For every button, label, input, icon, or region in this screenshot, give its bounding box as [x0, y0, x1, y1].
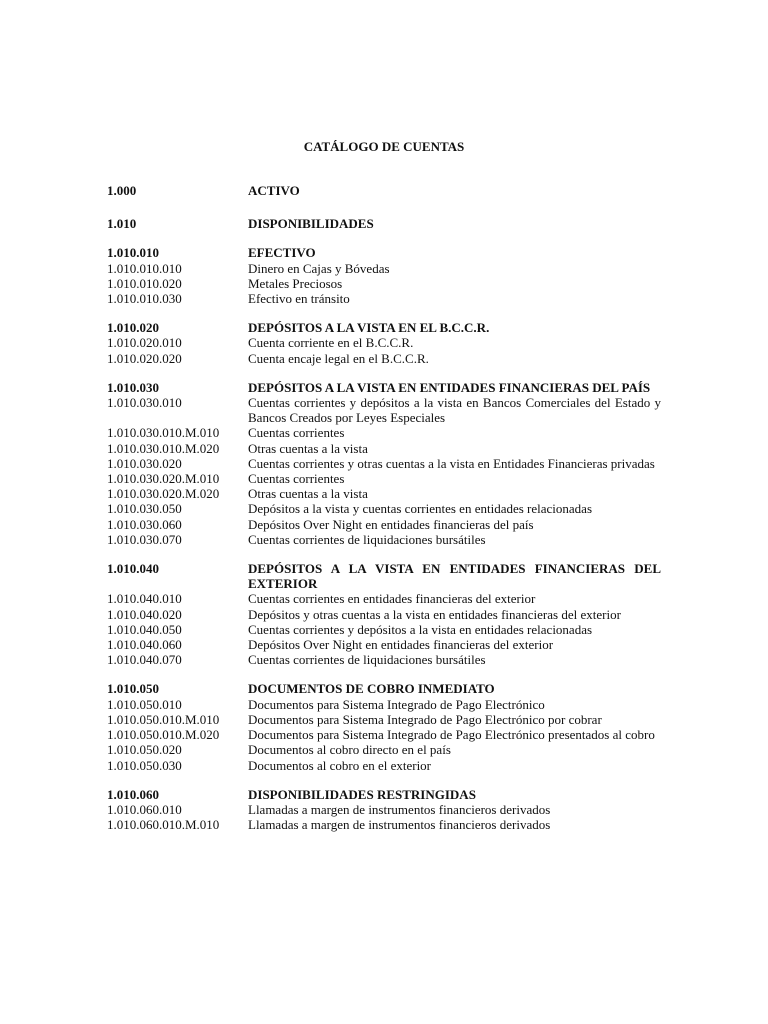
account-description: Documentos al cobro en el exterior: [248, 757, 432, 773]
catalog-row: [107, 697, 661, 712]
account-description: EFECTIVO: [248, 245, 316, 261]
account-description: Depósitos y otras cuentas a la vista en entidades financieras del exterior: [248, 606, 621, 622]
catalog-row: [107, 261, 661, 276]
account-description: Cuentas corrientes y otras cuentas a la vista en Entidades Financieras privadas: [248, 455, 655, 471]
account-description: DEPÓSITOS A LA VISTA EN EL B.C.C.R.: [248, 320, 490, 336]
account-code: 1.010.050.030: [107, 757, 182, 773]
account-description: Llamadas a margen de instrumentos financieros derivados: [248, 817, 551, 833]
account-code: 1.010.040.020: [107, 606, 182, 622]
account-code: 1.010.010.030: [107, 291, 182, 307]
catalog-row: [107, 441, 661, 456]
account-code: 1.010.030.050: [107, 501, 182, 517]
account-description: Otras cuentas a la vista: [248, 486, 368, 502]
catalog-row: [107, 335, 661, 350]
account-code: 1.010.050.010.M.020: [107, 727, 220, 743]
account-code: 1.010.050.010.M.010: [107, 711, 220, 727]
account-code: 1.010.030.020.M.010: [107, 471, 220, 487]
account-description: Efectivo en tránsito: [248, 291, 350, 307]
account-description: Cuenta encaje legal en el B.C.C.R.: [248, 350, 429, 366]
catalog-row: [107, 607, 661, 622]
account-code: 1.010.010: [107, 245, 159, 261]
account-description: DOCUMENTOS DE COBRO INMEDIATO: [248, 681, 495, 697]
account-code: 1.000: [107, 183, 137, 198]
account-code: 1.010.060: [107, 786, 159, 802]
catalog-row: [107, 591, 661, 606]
account-code: 1.010.030.010.M.020: [107, 440, 220, 456]
catalog-row: [107, 425, 661, 440]
account-code: 1.010.030.020.M.020: [107, 486, 220, 502]
catalog-row: [107, 395, 661, 425]
catalog-row: [107, 622, 661, 637]
catalog-row: [107, 380, 661, 395]
catalog-row: [107, 291, 661, 306]
account-description: DEPÓSITOS A LA VISTA EN ENTIDADES FINANCIERAS DEL EXTERIOR: [248, 561, 661, 592]
account-code: 1.010.030.070: [107, 531, 182, 547]
account-code: 1.010.060.010.M.010: [107, 817, 220, 833]
catalog-row: [107, 245, 661, 260]
account-code: 1.010.040: [107, 561, 159, 577]
catalog-row: [107, 532, 661, 547]
catalog-row: [107, 517, 661, 532]
catalog-row: [107, 216, 661, 231]
account-code: 1.010.030.010.M.010: [107, 425, 220, 441]
catalog-row: [107, 787, 661, 802]
account-catalog: [107, 183, 661, 832]
account-code: 1.010.030.010: [107, 395, 182, 411]
account-code: 1.010.050.010: [107, 696, 182, 712]
account-code: 1.010.050: [107, 681, 159, 697]
catalog-row: [107, 501, 661, 516]
account-description: Documentos al cobro directo en el país: [248, 742, 451, 758]
catalog-row: [107, 802, 661, 817]
account-description: Depósitos Over Night en entidades financieras del país: [248, 516, 534, 532]
account-code: 1.010.040.010: [107, 591, 182, 607]
account-description: Cuentas corrientes en entidades financieras del exterior: [248, 591, 536, 607]
account-code: 1.010.030.020: [107, 455, 182, 471]
account-description: Cuentas corrientes y depósitos a la vista en entidades relacionadas: [248, 621, 593, 637]
account-code: 1.010.040.060: [107, 637, 182, 653]
catalog-row: [107, 652, 661, 667]
account-code: 1.010.030.060: [107, 516, 182, 532]
account-description: Llamadas a margen de instrumentos financieros derivados: [248, 801, 551, 817]
account-code: 1.010.050.020: [107, 742, 182, 758]
catalog-row: [107, 320, 661, 335]
account-description: Documentos para Sistema Integrado de Pago Electrónico por cobrar: [248, 711, 602, 727]
account-description: Dinero en Cajas y Bóvedas: [248, 260, 390, 276]
catalog-row: [107, 758, 661, 773]
account-code: 1.010.010.010: [107, 260, 182, 276]
account-code: 1.010.030: [107, 379, 159, 395]
account-description: Depósitos a la vista y cuentas corrientes en entidades relacionadas: [248, 501, 593, 517]
account-code: 1.010.020.010: [107, 335, 182, 351]
account-description: Otras cuentas a la vista: [248, 440, 368, 456]
account-description: Documentos para Sistema Integrado de Pago Electrónico: [248, 696, 545, 712]
account-code: 1.010: [107, 216, 137, 232]
account-description: Cuentas corrientes: [248, 425, 345, 441]
account-code: 1.010.040.070: [107, 652, 182, 668]
account-code: 1.010.060.010: [107, 801, 182, 817]
account-code: 1.010.020.020: [107, 350, 182, 366]
document-title: CATÁLOGO DE CUENTAS: [303, 139, 465, 154]
account-description: ACTIVO: [248, 183, 300, 198]
catalog-row: [107, 681, 661, 696]
catalog-row: [107, 637, 661, 652]
account-description: Cuenta corriente en el B.C.C.R.: [248, 335, 414, 351]
catalog-row: [107, 183, 661, 198]
account-description: Metales Preciosos: [248, 275, 343, 291]
account-description: Cuentas corrientes de liquidaciones bursátiles: [248, 531, 486, 547]
account-code: 1.010.040.050: [107, 621, 182, 637]
account-description: DISPONIBILIDADES: [248, 216, 374, 232]
account-code: 1.010.010.020: [107, 275, 182, 291]
catalog-row: [107, 561, 661, 591]
account-code: 1.010.020: [107, 320, 159, 336]
account-description: Depósitos Over Night en entidades financieras del exterior: [248, 637, 554, 653]
catalog-row: [107, 456, 661, 471]
account-description: Cuentas corrientes y depósitos a la vista en Bancos Comerciales del Estado y Bancos Creados por Leyes Especiales: [248, 395, 661, 426]
catalog-row: [107, 471, 661, 486]
catalog-row: [107, 817, 661, 832]
catalog-row: [107, 276, 661, 291]
account-description: Documentos para Sistema Integrado de Pago Electrónico presentados al cobro: [248, 727, 655, 743]
catalog-row: [107, 742, 661, 757]
catalog-row: [107, 727, 661, 742]
account-description: Cuentas corrientes: [248, 471, 345, 487]
catalog-row: [107, 351, 661, 366]
account-description: Cuentas corrientes de liquidaciones bursátiles: [248, 652, 486, 668]
account-description: DISPONIBILIDADES RESTRINGIDAS: [248, 786, 476, 802]
catalog-row: [107, 486, 661, 501]
account-description: DEPÓSITOS A LA VISTA EN ENTIDADES FINANCIERAS DEL PAÍS: [248, 379, 651, 395]
catalog-row: [107, 712, 661, 727]
